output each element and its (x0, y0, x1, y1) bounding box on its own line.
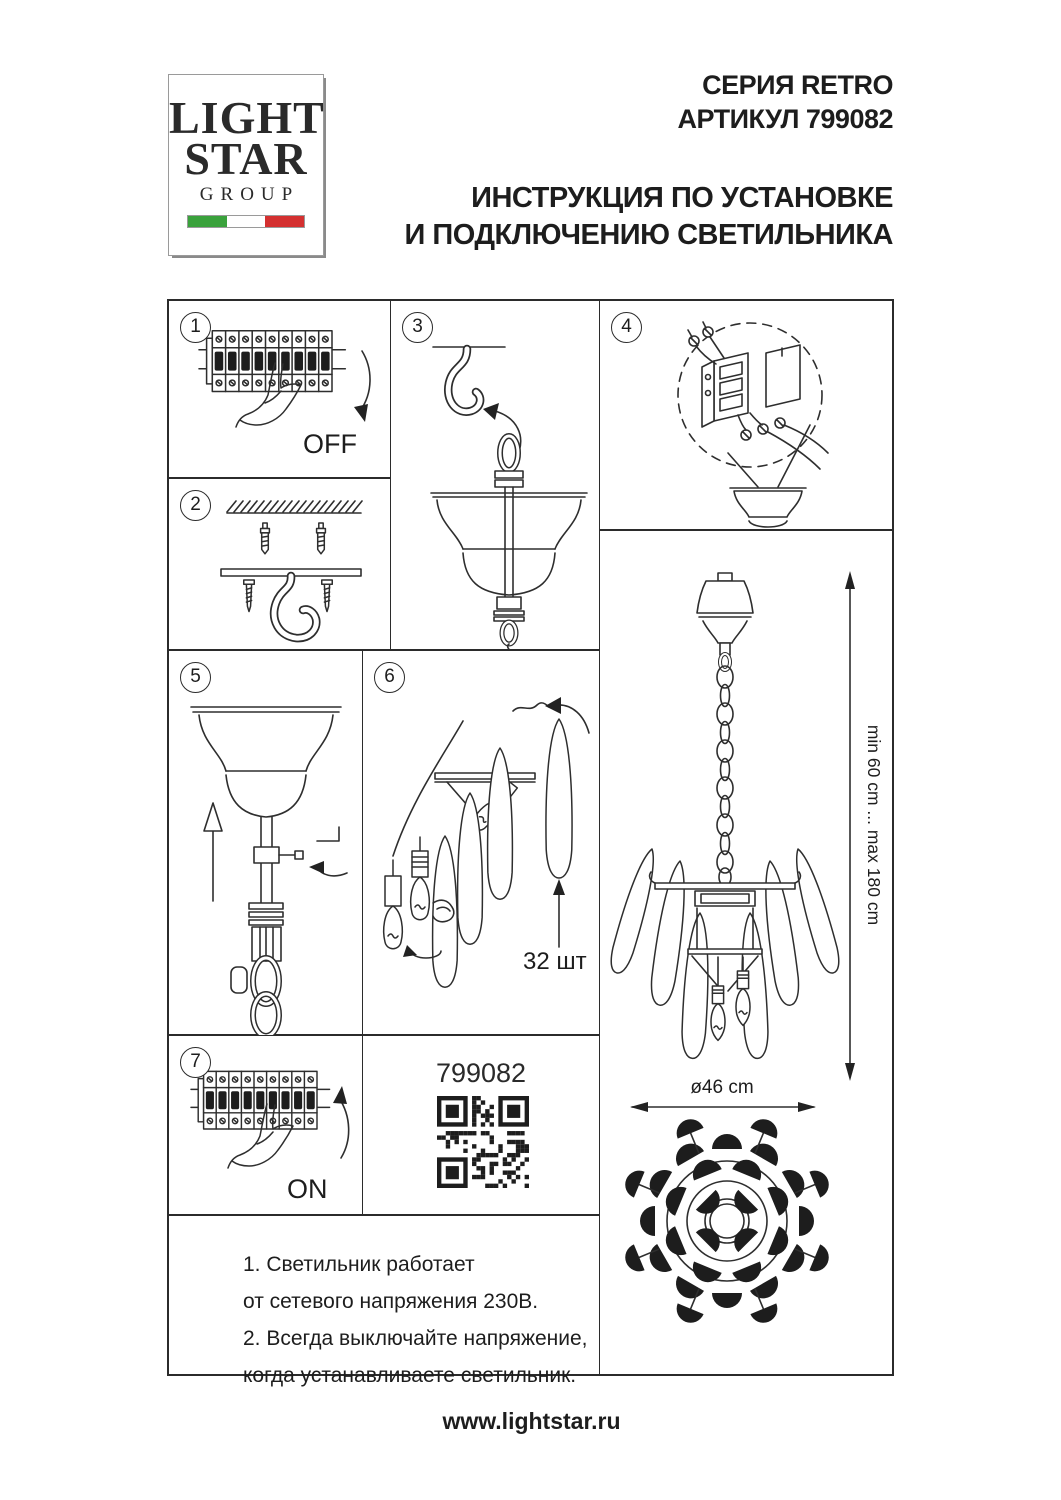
logo-star: STAR (184, 133, 308, 184)
lightstar-logo (168, 74, 324, 256)
step-4-panel (599, 300, 893, 530)
series-title: СЕРИЯ RETRO (702, 70, 893, 100)
note-line-2: от сетевого напряжения 230В. (243, 1290, 539, 1313)
step-6-panel (362, 650, 600, 1035)
chandelier-top-view (621, 1115, 833, 1327)
flag-white-stripe (227, 216, 266, 227)
height-dimension-label: min 60 cm ... max 180 cm (864, 724, 884, 926)
on-label: ON (287, 1174, 328, 1204)
note-line-3: 2. Всегда выключайте напряжение, (243, 1327, 588, 1350)
step-6-badge: 6 (374, 662, 405, 693)
logo-light: LIGHT (169, 92, 325, 143)
petal-hanging-drawing (363, 651, 601, 1036)
diameter-dimension-label: ø46 cm (690, 1077, 754, 1098)
step-1-panel (168, 300, 391, 478)
notes-panel (168, 1215, 600, 1387)
product-dimensions-panel (599, 530, 893, 1375)
step-3-panel (390, 300, 600, 650)
qr-panel (362, 1035, 600, 1215)
instruction-title (404, 180, 893, 254)
step-2-badge: 2 (180, 490, 211, 521)
step-5-panel (168, 650, 363, 1035)
hang-on-hook-drawing (391, 301, 601, 651)
step-3-badge: 3 (402, 312, 433, 343)
italian-flag-icon (187, 215, 305, 228)
chain-drawing (717, 666, 733, 873)
instruction-title-line1: ИНСТРУКЦИЯ ПО УСТАНОВКЕ (471, 182, 893, 214)
step-7-panel (168, 1035, 363, 1215)
header-series-article (677, 68, 893, 136)
canopy-fixing-drawing (169, 651, 364, 1036)
step-5-badge: 5 (180, 662, 211, 693)
chandelier-drawing (600, 531, 894, 1376)
flag-red-stripe (265, 216, 304, 227)
instruction-grid (167, 299, 894, 1387)
flag-green-stripe (188, 216, 227, 227)
logo-group: GROUP (199, 184, 300, 205)
note-line-1: 1. Светильник работает (243, 1253, 475, 1276)
wiring-detail-drawing (600, 301, 894, 531)
footer-url: www.lightstar.ru (442, 1408, 621, 1434)
instruction-title-line2: И ПОДКЛЮЧЕНИЮ СВЕТИЛЬНИКА (404, 219, 893, 251)
petal-quantity-label: 32 шт (523, 948, 587, 975)
step-2-panel (168, 478, 391, 650)
article-number: 799082 (435, 1058, 527, 1088)
step-1-badge: 1 (180, 312, 211, 343)
article-title: АРТИКУЛ 799082 (677, 104, 893, 134)
step-7-badge: 7 (180, 1047, 211, 1078)
off-label: OFF (303, 429, 357, 459)
note-line-4: когда устанавливаете светильник. (243, 1364, 577, 1387)
step-4-badge: 4 (611, 312, 642, 343)
